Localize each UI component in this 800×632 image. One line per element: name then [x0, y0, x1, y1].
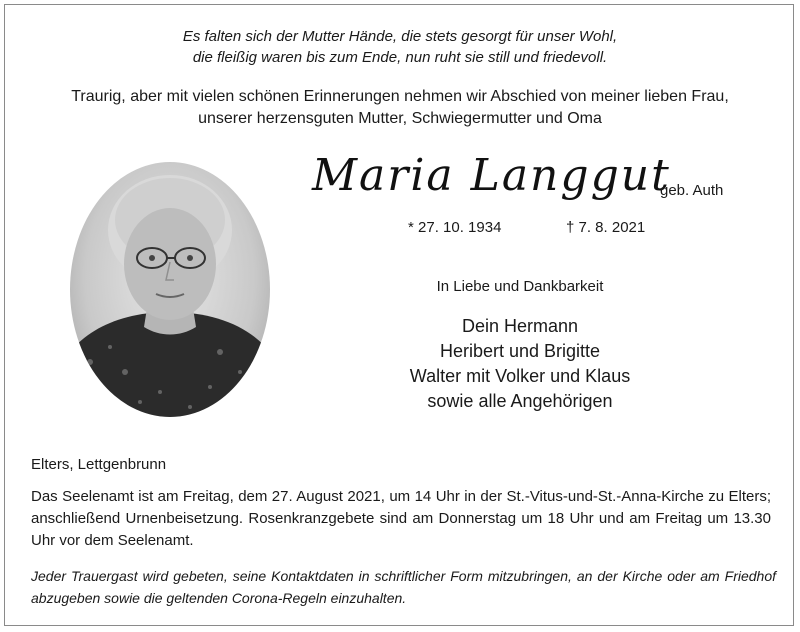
mourner-1: Dein Hermann [461, 316, 579, 336]
intro-line-1: Traurig, aber mit vielen schönen Erinnerungen nehmen wir Abschied von meiner lieben Frau, [71, 88, 729, 105]
corona-notice: Jeder Trauergast wird gebeten, seine Kontaktdaten in schriftlicher Form mitzubringen, an der Kirche oder am Friedhof abzugeben sowie die geltenden Corona-Regeln einzuhalten. [31, 568, 776, 606]
portrait-photo [70, 162, 270, 417]
service-text: Das Seelenamt ist am Freitag, dem 27. August 2021, um 14 Uhr in der St.-Vitus-und-St.-Anna-Kirche zu Elters; anschließend Urnenbeisetzung. Rosenkranzgebete sind am Donnerstag um 18 Uhr und am Freitag um 13.30 Uhr vor dem Seelenamt. [31, 488, 771, 549]
birth-date: * 27. 10. 1934 [408, 219, 502, 236]
mourner-4: sowie alle Angehörigen [427, 391, 613, 411]
place-line: Elters, Lettgenbrunn [31, 456, 167, 473]
intro-line-2: unserer herzensguten Mutter, Schwiegermutter und Oma [198, 110, 602, 127]
intro-text [0, 86, 800, 130]
poem-line-2: die fleißig waren bis zum Ende, nun ruht sie still und friedevoll. [192, 49, 608, 66]
poem [0, 26, 800, 68]
poem-line-1: Es falten sich der Mutter Hände, die stets gesorgt für unser Wohl, [182, 28, 618, 45]
mourners-list [340, 314, 700, 414]
death-date: † 7. 8. 2021 [566, 219, 646, 236]
thanks-line: In Liebe und Dankbarkeit [436, 278, 604, 295]
deceased-name: Maria Langgut [312, 150, 671, 201]
portrait-photo-icon [70, 162, 270, 417]
mourner-2: Heribert und Brigitte [439, 341, 601, 361]
mourner-3: Walter mit Volker und Klaus [409, 366, 631, 386]
maiden-name: geb. Auth [660, 182, 724, 199]
